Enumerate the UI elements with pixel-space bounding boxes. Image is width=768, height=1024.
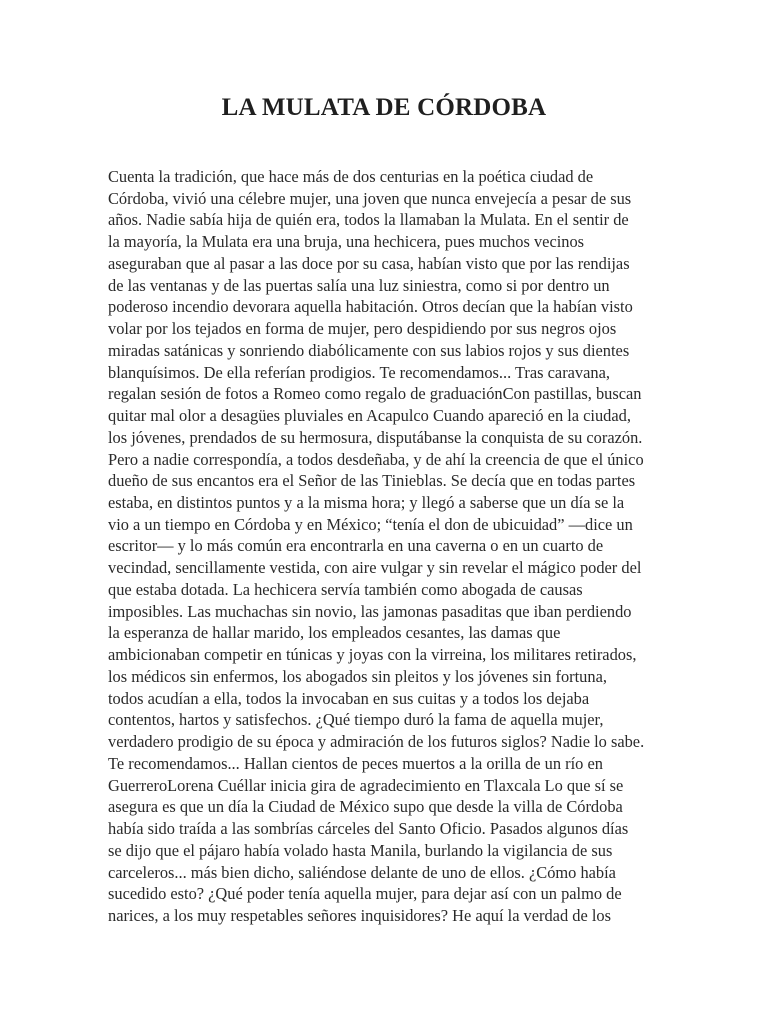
- body-line: imposibles. Las muchachas sin novio, las jamonas pasaditas que iban perdiendo: [108, 601, 632, 621]
- body-line: Pero a nadie correspondía, a todos desdeñaba, y de ahí la creencia de que el único: [108, 449, 644, 469]
- body-line: GuerreroLorena Cuéllar inicia gira de agradecimiento en Tlaxcala Lo que sí se: [108, 775, 624, 795]
- body-line: blanquísimos. De ella referían prodigios. Te recomendamos... Tras caravana,: [108, 362, 610, 382]
- body-line: verdadero prodigio de su época y admiración de los futuros siglos? Nadie lo sabe.: [108, 732, 645, 752]
- body-line: Te recomendamos... Hallan cientos de peces muertos a la orilla de un río en: [108, 753, 603, 773]
- body-line: dueño de sus encantos era el Señor de las Tinieblas. Se decía que en todas partes: [108, 471, 636, 491]
- document-body: [108, 166, 668, 927]
- body-line: estaba, en distintos puntos y a la misma hora; y llegó a saberse que un día se la: [108, 493, 625, 513]
- body-line: narices, a los muy respetables señores inquisidores? He aquí la verdad de los: [108, 905, 611, 925]
- body-line: vecindad, sencillamente vestida, con aire vulgar y sin revelar el mágico poder del: [108, 558, 642, 578]
- body-line: Cuenta la tradición, que hace más de dos centurias en la poética ciudad de: [108, 167, 594, 186]
- body-line: que estaba dotada. La hechicera servía también como abogada de causas: [108, 579, 583, 599]
- body-line: años. Nadie sabía hija de quién era, todos la llamaban la Mulata. En el sentir de: [108, 210, 629, 230]
- body-line: carceleros... más bien dicho, saliéndose delante de uno de ellos. ¿Cómo había: [108, 862, 616, 882]
- body-line: quitar mal olor a desagües pluviales en Acapulco Cuando apareció en la ciudad,: [108, 406, 631, 426]
- body-line: vio a un tiempo en Córdoba y en México; “tenía el don de ubicuidad” —dice un: [108, 514, 633, 534]
- body-line: escritor— y lo más común era encontrarla en una caverna o en un cuarto de: [108, 536, 604, 556]
- body-line: había sido traída a las sombrías cárceles del Santo Oficio. Pasados algunos días: [108, 819, 629, 839]
- body-line: regalan sesión de fotos a Romeo como regalo de graduaciónCon pastillas, buscan: [108, 384, 642, 404]
- body-line: miradas satánicas y sonriendo diabólicamente con sus labios rojos y sus dientes: [108, 340, 630, 360]
- body-line: ambicionaban competir en túnicas y joyas con la virreina, los militares retirados,: [108, 645, 637, 665]
- body-line: los médicos sin enfermos, los abogados sin pleitos y los jóvenes sin fortuna,: [108, 666, 607, 686]
- body-line: sucedido esto? ¿Qué poder tenía aquella mujer, para dejar así con un palmo de: [108, 884, 622, 904]
- body-line: de las ventanas y de las puertas salía una luz siniestra, como si por dentro un: [108, 275, 610, 295]
- body-line: todos acudían a ella, todos la invocaban en sus cuitas y a todos los dejaba: [108, 688, 590, 708]
- body-line: aseguraban que al pasar a las doce por su casa, habían visto que por las rendijas: [108, 253, 630, 273]
- body-line: los jóvenes, prendados de su hermosura, disputábanse la conquista de su corazón.: [108, 427, 643, 447]
- body-line: la mayoría, la Mulata era una bruja, una hechicera, pues muchos vecinos: [108, 232, 585, 252]
- document-title: LA MULATA DE CÓRDOBA: [221, 94, 547, 121]
- body-line: la esperanza de hallar marido, los empleados cesantes, las damas que: [108, 623, 561, 643]
- body-line: se dijo que el pájaro había volado hasta Manila, burlando la vigilancia de sus: [108, 840, 613, 860]
- body-line: contentos, hartos y satisfechos. ¿Qué tiempo duró la fama de aquella mujer,: [108, 710, 604, 730]
- body-line: poderoso incendio devorara aquella habitación. Otros decían que la habían visto: [108, 297, 633, 317]
- body-line: volar por los tejados en forma de mujer, pero despidiendo por sus negros ojos: [108, 319, 617, 339]
- body-line: Córdoba, vivió una célebre mujer, una joven que nunca envejecía a pesar de sus: [108, 188, 632, 208]
- body-line: asegura es que un día la Ciudad de México supo que desde la villa de Córdoba: [108, 797, 623, 817]
